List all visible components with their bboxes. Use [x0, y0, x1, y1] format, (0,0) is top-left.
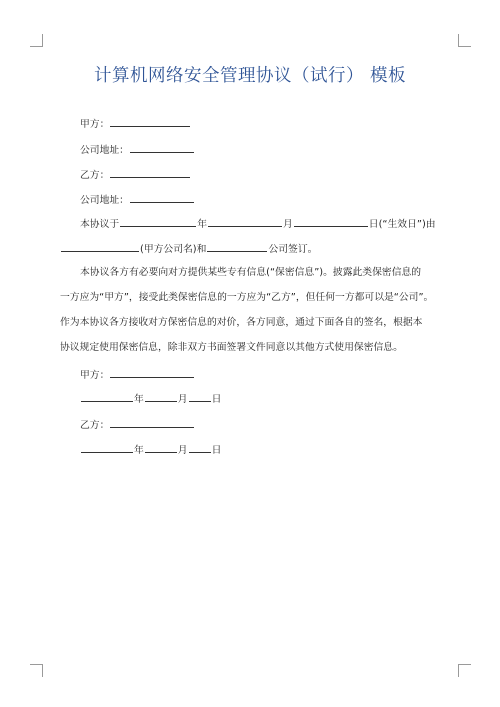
company-signed-label: 公司签订。: [268, 244, 318, 255]
party-a-line: [80, 116, 191, 132]
signature-a-year-label: 年: [134, 394, 144, 405]
company-address-a-blank[interactable]: [130, 142, 194, 153]
paragraph-line-2: 一方应为“甲方”，接受此类保密信息的一方应为“乙方”，但任何一方都可以是“公司”。: [60, 292, 434, 303]
signature-party-b-blank[interactable]: [110, 417, 194, 428]
signature-a-month-label: 月: [177, 394, 188, 405]
party-b-line: [80, 167, 191, 183]
intro-line-2: [60, 241, 317, 257]
signature-party-b-label: 乙方：: [80, 420, 110, 431]
party-a-blank[interactable]: [110, 116, 190, 127]
crop-mark-top-left: [30, 34, 43, 47]
signature-a-day-label: 日: [211, 394, 222, 405]
intro-prefix: 本协议于: [80, 219, 120, 230]
intro-year-label: 年: [197, 219, 207, 230]
company-address-b-label: 公司地址：: [80, 195, 129, 206]
intro-line-1: [80, 216, 436, 232]
signature-party-a-line: [80, 367, 195, 383]
paragraph-line-4: 协议规定使用保密信息，除非双方书面签署文件同意以其他方式使用保密信息。: [60, 342, 403, 353]
signature-b-day-label: 日: [211, 445, 222, 456]
company-address-a-line: [80, 142, 195, 158]
party-a-company-blank[interactable]: [61, 241, 139, 252]
document-title: 计算机网络安全管理协议（试行） 模板: [93, 66, 407, 86]
signature-a-month-blank[interactable]: [145, 391, 177, 402]
company-address-a-label: 公司地址：: [80, 145, 129, 156]
signature-a-day-blank[interactable]: [189, 391, 211, 402]
crop-mark-bottom-right: [458, 664, 471, 677]
signature-b-month-blank[interactable]: [145, 442, 177, 453]
signature-b-year-label: 年: [134, 445, 144, 456]
signature-party-a-blank[interactable]: [110, 367, 194, 378]
party-a-company-label: (甲方公司名)和: [140, 244, 207, 255]
intro-month-label: 月: [282, 219, 293, 230]
intro-day-blank[interactable]: [294, 216, 368, 227]
party-b-company-blank[interactable]: [207, 241, 267, 252]
signature-b-year-blank[interactable]: [81, 442, 133, 453]
party-b-label: 乙方：: [80, 170, 110, 181]
signature-b-date-line: [80, 442, 221, 458]
crop-mark-top-right: [458, 34, 471, 47]
paragraph-line-3: 作为本协议各方接收对方保密信息的对价，各方同意，通过下面各自的签名，根据本: [60, 317, 423, 328]
signature-a-date-line: [80, 391, 221, 407]
signature-party-b-line: [80, 417, 195, 433]
company-address-b-blank[interactable]: [130, 192, 194, 203]
signature-a-year-blank[interactable]: [81, 391, 133, 402]
party-a-label: 甲方：: [80, 119, 110, 130]
company-address-b-line: [80, 192, 195, 208]
intro-month-blank[interactable]: [208, 216, 282, 227]
paragraph-line-1: 本协议各方有必要向对方提供某些专有信息(“保密信息”)。披露此类保密信息的: [80, 267, 422, 278]
crop-mark-bottom-left: [30, 664, 43, 677]
signature-party-a-label: 甲方：: [80, 370, 110, 381]
party-b-blank[interactable]: [110, 167, 190, 178]
intro-year-blank[interactable]: [120, 216, 196, 227]
intro-day-effective: 日(“生效日”)由: [368, 219, 436, 230]
signature-b-month-label: 月: [177, 445, 188, 456]
signature-b-day-blank[interactable]: [189, 442, 211, 453]
